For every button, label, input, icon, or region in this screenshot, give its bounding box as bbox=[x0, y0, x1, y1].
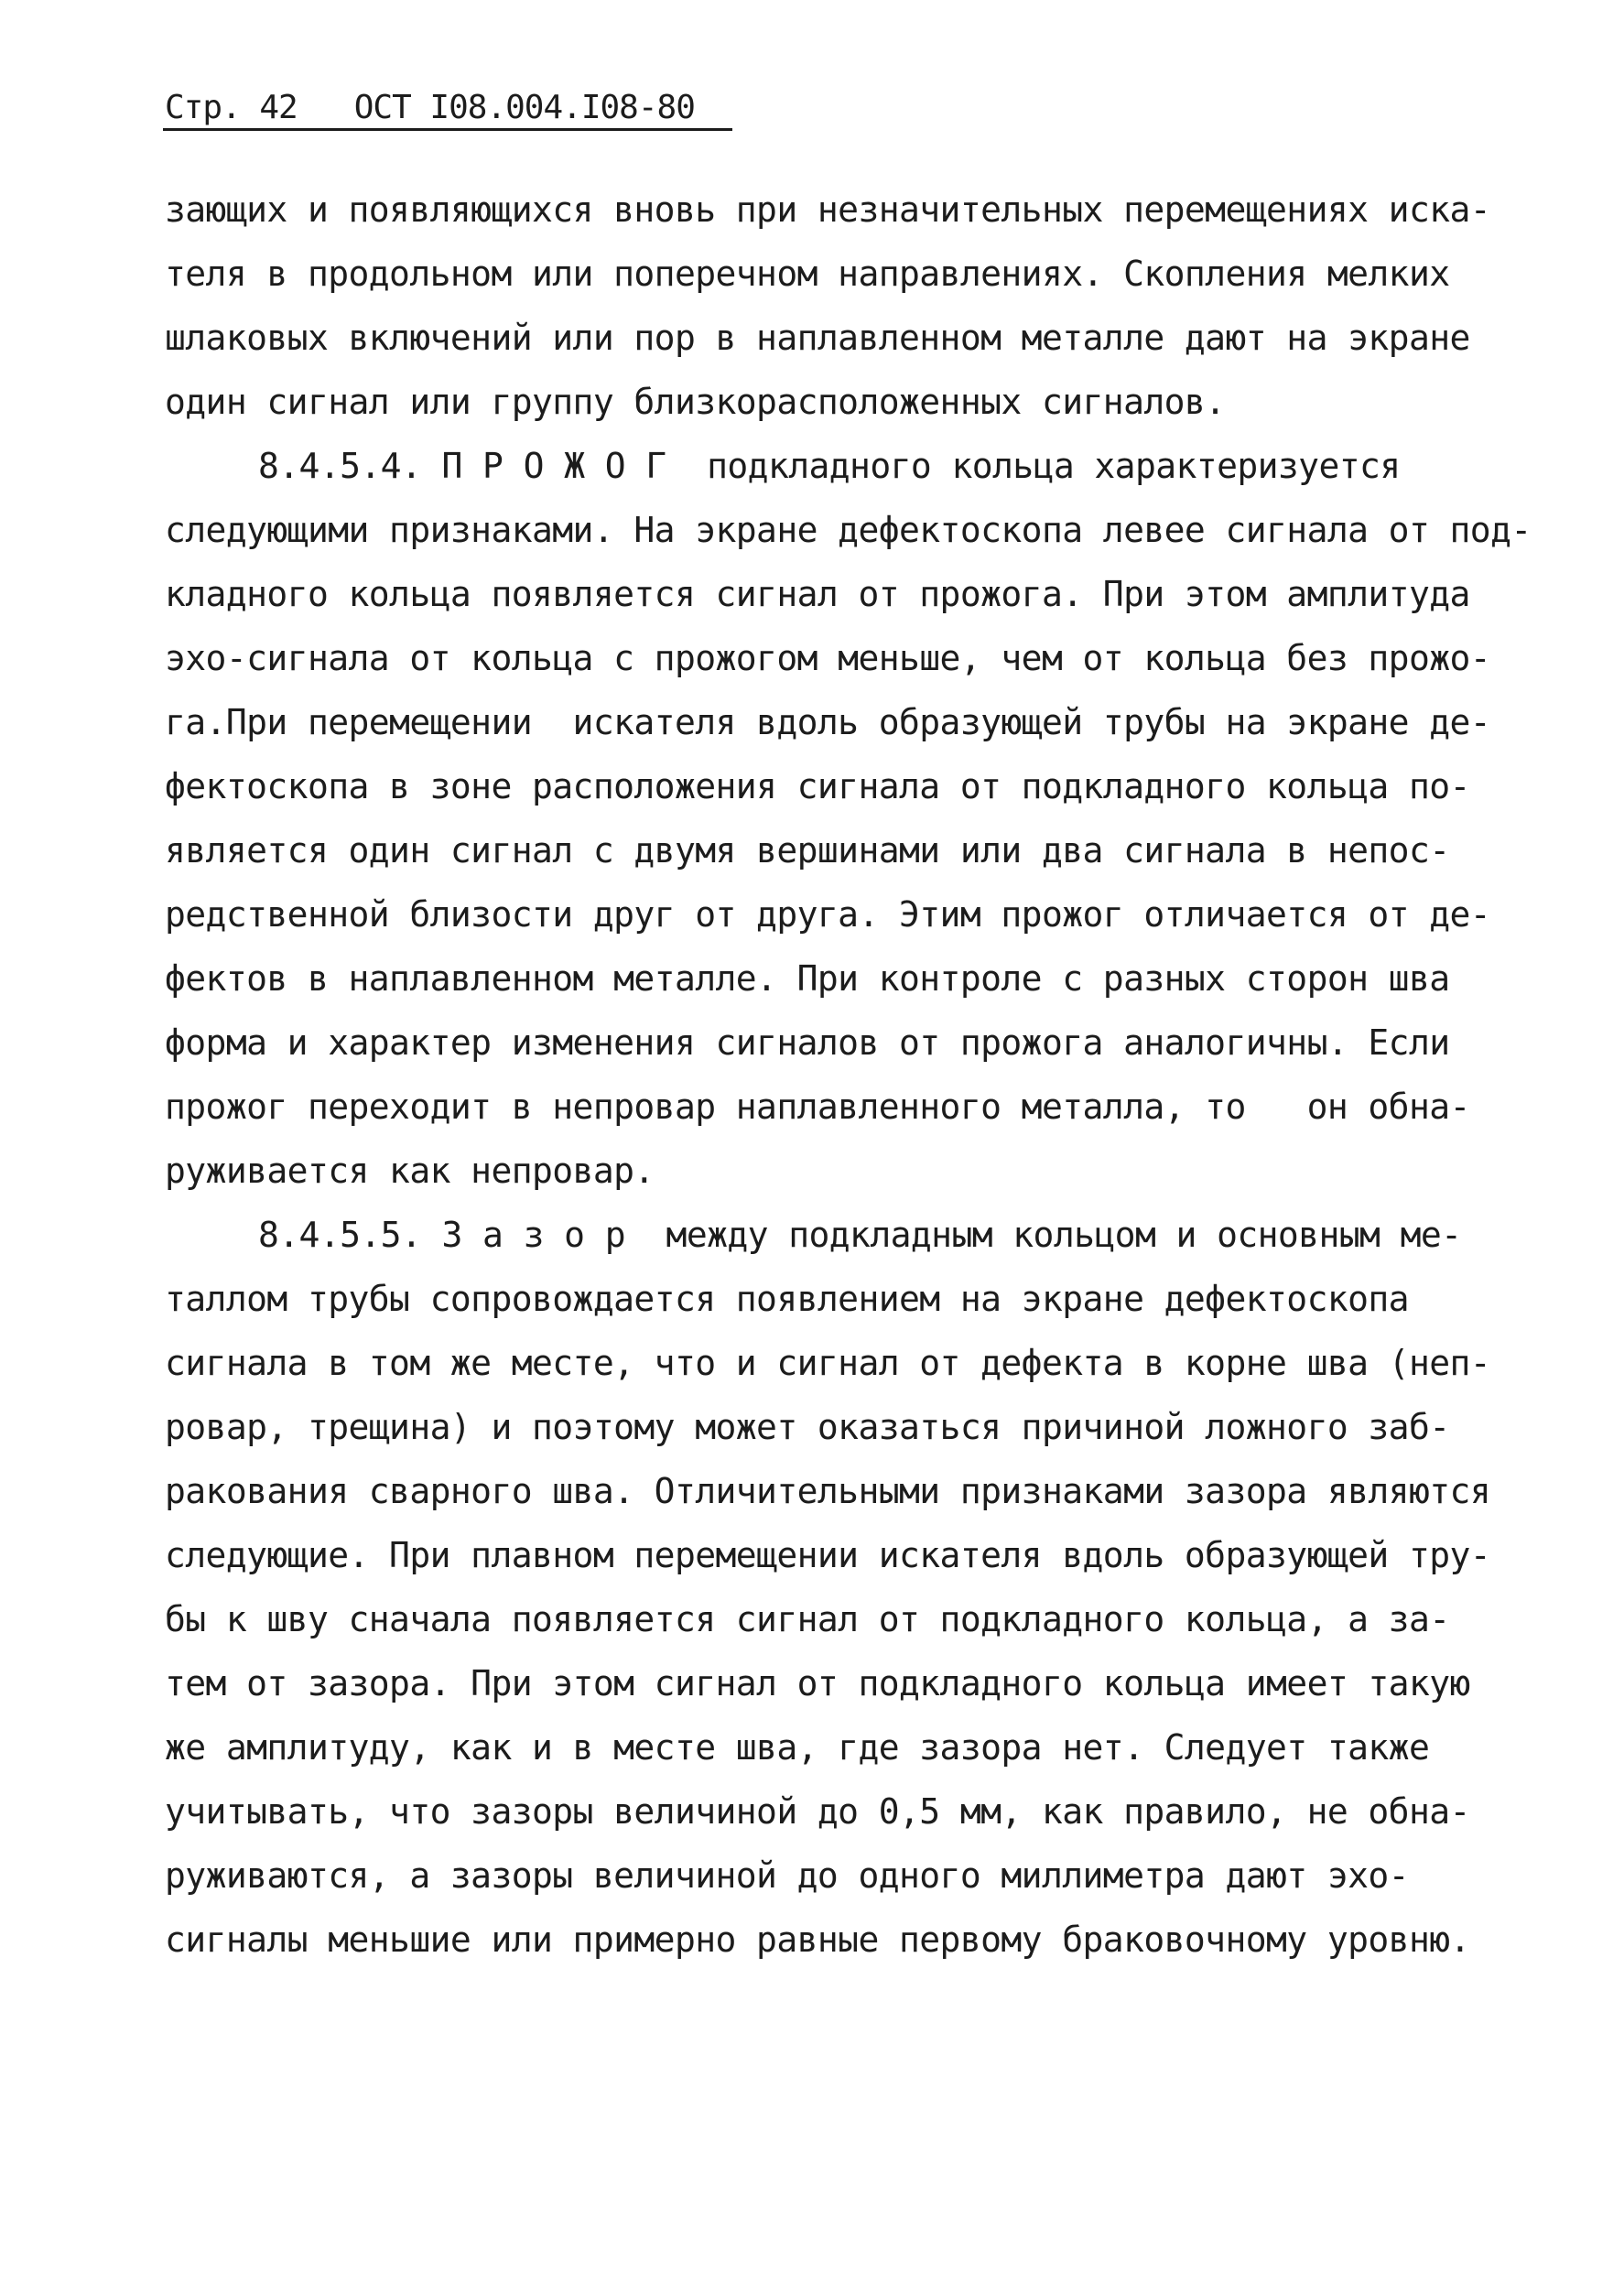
text-line: эхо-сигнала от кольца с прожогом меньше, чем от кольца без прожо- bbox=[165, 638, 1491, 678]
paragraph-start-line: 8.4.5.5. З а з о р между подкладным кольцом и основным ме- bbox=[258, 1215, 1462, 1255]
text-line: ракования сварного шва. Отличительными признаками зазора являются bbox=[165, 1471, 1491, 1511]
text-line: тем от зазора. При этом сигнал от подкладного кольца имеет такую bbox=[165, 1663, 1470, 1703]
text-line: редственной близости друг от друга. Этим прожог отличается от де- bbox=[165, 894, 1491, 935]
text-line: га.При перемещении искателя вдоль образующей трубы на экране де- bbox=[165, 702, 1491, 742]
text-line: ровар, трещина) и поэтому может оказаться причиной ложного заб- bbox=[165, 1407, 1450, 1447]
text-line: руживаются, а зазоры величиной до одного миллиметра дают эхо- bbox=[165, 1855, 1409, 1896]
text-line: фектоскопа в зоне расположения сигнала от подкладного кольца по- bbox=[165, 766, 1470, 806]
text-line: же амплитуду, как и в месте шва, где зазора нет. Следует также bbox=[165, 1727, 1430, 1768]
body-text bbox=[165, 178, 1532, 1972]
text-line: учитывать, что зазоры величиной до 0,5 мм, как правило, не обна- bbox=[165, 1791, 1470, 1832]
text-line: следующими признаками. На экране дефектоскопа левее сигнала от под- bbox=[165, 510, 1532, 550]
text-line: является один сигнал с двумя вершинами или два сигнала в непос- bbox=[165, 830, 1450, 871]
text-line: теля в продольном или поперечном направлениях. Скопления мелких bbox=[165, 254, 1450, 294]
text-line: шлаковых включений или пор в наплавленном металле дают на экране bbox=[165, 318, 1470, 358]
text-line: прожог переходит в непровар наплавленного металла, то он обна- bbox=[165, 1087, 1470, 1127]
paragraph-start-line: 8.4.5.4. П Р О Ж О Г подкладного кольца характеризуется bbox=[258, 446, 1401, 486]
text-line: зающих и появляющихся вновь при незначительных перемещениях иска- bbox=[165, 189, 1491, 230]
text-line: фектов в наплавленном металле. При контроле с разных сторон шва bbox=[165, 958, 1450, 999]
text-line: форма и характер изменения сигналов от прожога аналогичны. Если bbox=[165, 1022, 1450, 1063]
text-line: руживается как непровар. bbox=[165, 1151, 655, 1191]
text-line: бы к шву сначала появляется сигнал от подкладного кольца, а за- bbox=[165, 1599, 1450, 1639]
text-line: один сигнал или группу близкорасположенных сигналов. bbox=[165, 382, 1226, 422]
text-line: сигнала в том же месте, что и сигнал от дефекта в корне шва (неп- bbox=[165, 1343, 1491, 1383]
page-header: Стр. 42 ОСТ I08.004.I08-80 bbox=[165, 89, 695, 126]
header-underline bbox=[163, 128, 732, 131]
text-line: таллом трубы сопровождается появлением на экране дефектоскопа bbox=[165, 1279, 1409, 1319]
text-line: следующие. При плавном перемещении искателя вдоль образующей тру- bbox=[165, 1535, 1491, 1575]
text-line: кладного кольца появляется сигнал от прожога. При этом амплитуда bbox=[165, 574, 1470, 614]
text-line: сигналы меньшие или примерно равные первому браковочному уровню. bbox=[165, 1920, 1470, 1960]
